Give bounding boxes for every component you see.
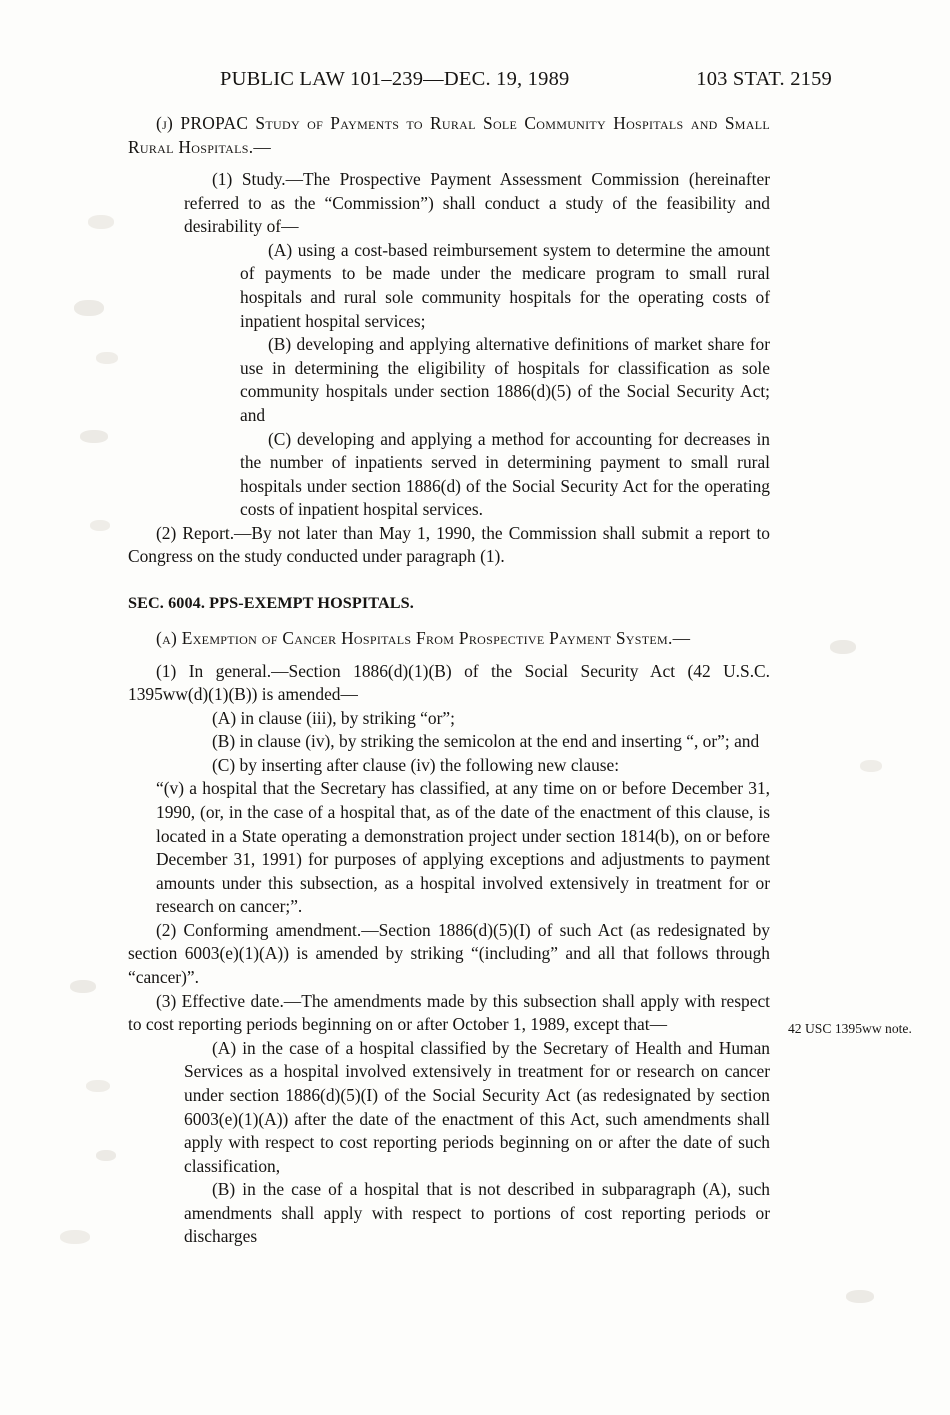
section-heading-6004: SEC. 6004. PPS-EXEMPT HOSPITALS. bbox=[128, 593, 414, 612]
paragraph-a-1-A: (A) in clause (iii), by striking “or”; bbox=[212, 707, 455, 728]
paragraph-a-1: (1) In general.—Section 1886(d)(1)(B) of the Social Security Act (42 U.S.C. 1395ww(d)(1)(B)) is amended— bbox=[128, 660, 770, 705]
scan-artifact bbox=[830, 640, 856, 654]
subsection-j-heading: (j) PROPAC Study of Payments to Rural Sole Community Hospitals and Small Rural Hospitals.— bbox=[128, 113, 770, 157]
scan-artifact bbox=[96, 352, 118, 364]
paragraph-a-3: (3) Effective date.—The amendments made by this subsection shall apply with respect to cost reporting periods beginning on or after October 1, 1989, except that— bbox=[128, 990, 770, 1035]
running-head bbox=[120, 68, 840, 91]
scan-artifact bbox=[90, 520, 110, 531]
scan-artifact bbox=[860, 760, 882, 772]
scan-artifact bbox=[80, 430, 108, 443]
scan-artifact bbox=[70, 980, 96, 993]
paragraph-a-3-A: (A) in the case of a hospital classified by the Secretary of Health and Human Services as a hospital involved extensively in treatment for or research on cancer under section 1886(d)(5)(I) of the Social Security Act (as redesignated by section 6003(e)(1)(A)) after the date of the enactment of this Act, such amendments shall apply with respect to cost reporting periods beginning on or after the date of such classification, bbox=[184, 1037, 770, 1176]
scan-artifact bbox=[88, 215, 114, 229]
scan-artifact bbox=[96, 1150, 116, 1161]
paragraph-a-1-B: (B) in clause (iv), by striking the semicolon at the end and inserting “, or”; and bbox=[212, 731, 760, 752]
paragraph-j-1: (1) Study.—The Prospective Payment Assessment Commission (hereinafter referred to as the “Commission”) shall conduct a study of the feasibility and desirability of— bbox=[184, 169, 770, 237]
paragraph-j-1-A: (A) using a cost-based reimbursement system to determine the amount of payments to be made under the medicare program to small rural hospitals and rural sole community hospitals for the operating costs of inpatient hospital services; bbox=[240, 239, 770, 331]
paragraph-a-3-B: (B) in the case of a hospital that is not described in subparagraph (A), such amendments shall apply with respect to portions of cost reporting periods or discharges bbox=[184, 1179, 770, 1247]
paragraph-j-1-B: (B) developing and applying alternative definitions of market share for use in determining the eligibility of hospitals for classification as sole community hospitals under section 1886(d)(5) of the Social Security Act; and bbox=[240, 334, 770, 425]
running-head-law: PUBLIC LAW 101–239—DEC. 19, 1989 bbox=[220, 68, 570, 90]
paragraph-a-1-C: (C) by inserting after clause (iv) the following new clause: bbox=[212, 754, 620, 775]
scan-artifact bbox=[846, 1290, 874, 1303]
scan-artifact bbox=[74, 300, 104, 316]
margin-note-usc-citation: 42 USC 1395ww note. bbox=[788, 1021, 912, 1036]
quoted-clause-v: “(v) a hospital that the Secretary has classified, at any time on or before December 31, 1990, (or, in the case of a hospital that, as of the date of the enactment of this clause, is located in a State operating a demonstration project under section 1814(b), on or before December 31, 1991) for purposes of applying exceptions and adjustments to payment amounts under this subsection, as a hospital involved extensively in treatment for or research on cancer;”. bbox=[156, 778, 770, 917]
scan-artifact bbox=[86, 1080, 110, 1092]
body-text-column bbox=[128, 112, 770, 1249]
scan-artifact bbox=[60, 1230, 90, 1244]
paragraph-a-2: (2) Conforming amendment.—Section 1886(d)(5)(I) of such Act (as redesignated by section 6003(e)(1)(A)) is amended by striking “(including” and all that follows through “cancer)”. bbox=[128, 919, 770, 988]
running-head-page: 103 STAT. 2159 bbox=[696, 68, 832, 90]
paragraph-j-2: (2) Report.—By not later than May 1, 1990, the Commission shall submit a report to Congress on the study conducted under paragraph (1). bbox=[128, 522, 770, 567]
subsection-a-heading: (a) Exemption of Cancer Hospitals From Prospective Payment System.— bbox=[156, 627, 691, 648]
paragraph-j-1-C: (C) developing and applying a method for accounting for decreases in the number of inpatients served in determining payment to small rural hospitals under section 1886(d) of the Social Security Act for the operating costs of inpatient hospital services. bbox=[240, 428, 770, 520]
